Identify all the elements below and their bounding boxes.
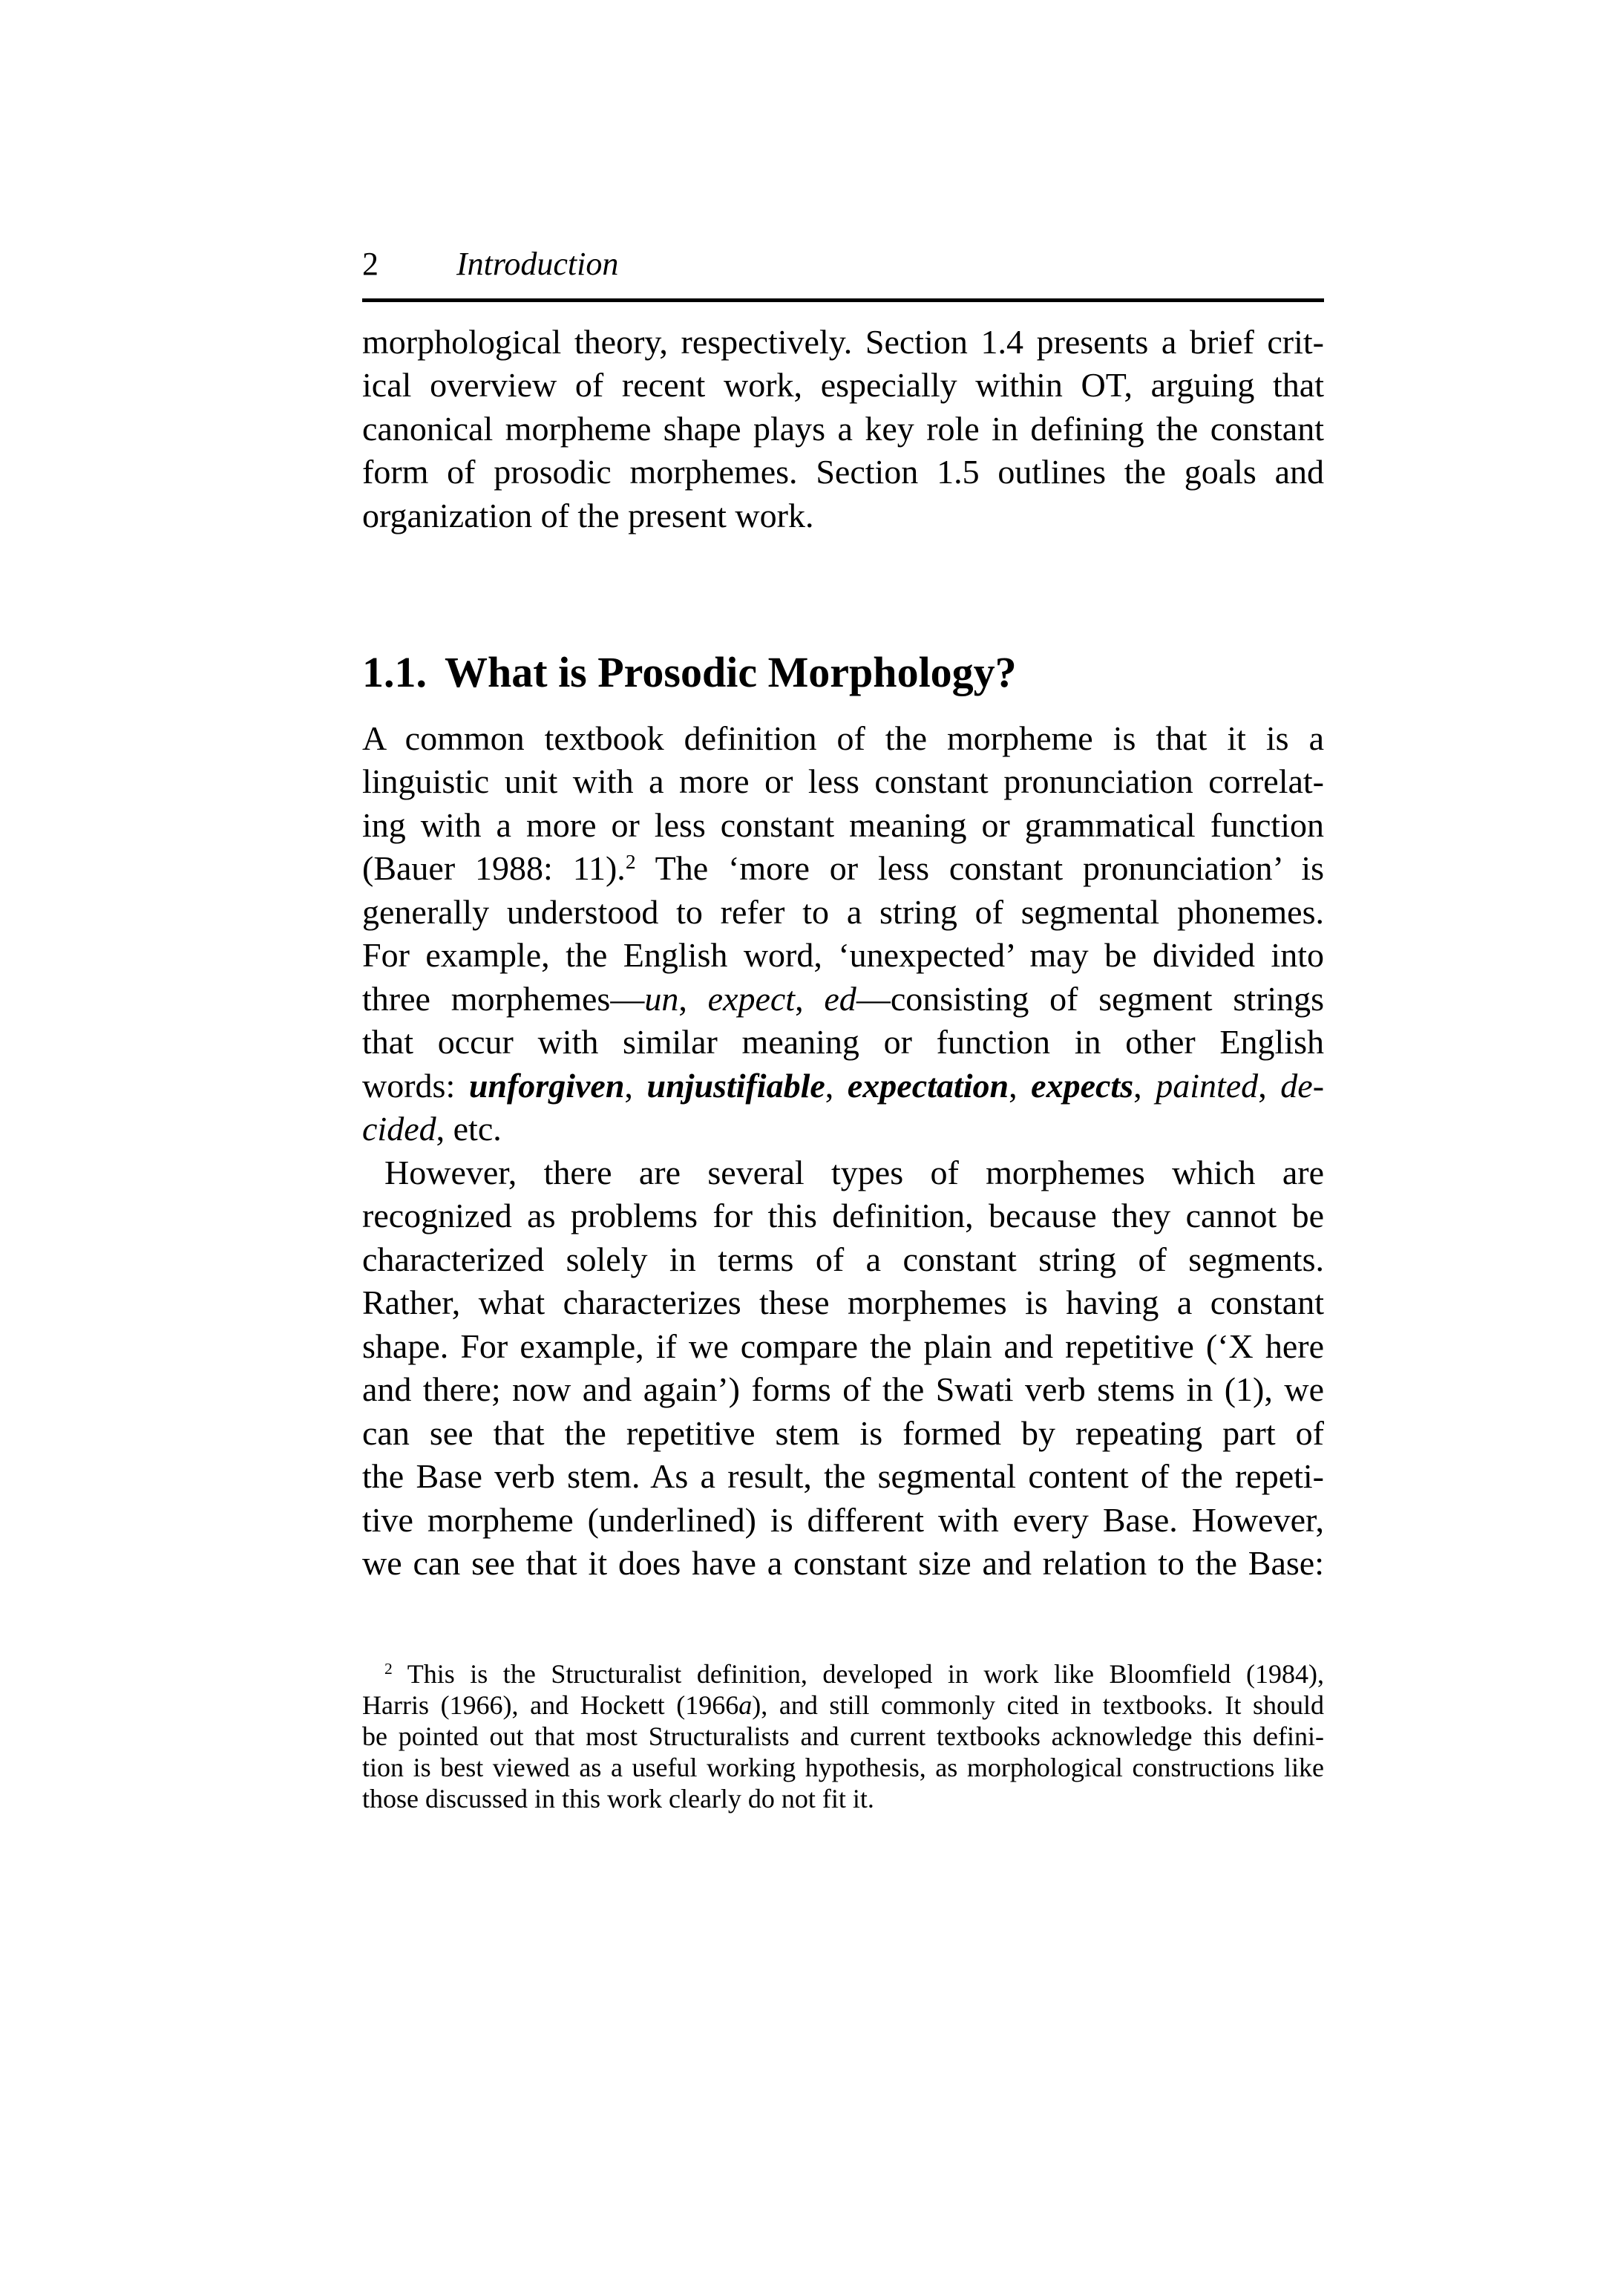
text-span: —consisting of segment strings <box>856 980 1325 1018</box>
footnote-ref[interactable]: 2 <box>625 849 636 873</box>
text-line: shape. For example, if we compare the plain and repetitive (‘X here <box>362 1327 1324 1365</box>
text-line: ical overview of recent work, especially within OT, arguing that <box>362 366 1324 404</box>
text-line: Rather, what characterizes these morphemes is having a constant <box>362 1283 1324 1321</box>
text-line: ing with a more or less constant meaning or grammatical function <box>362 806 1324 844</box>
text-span: Harris (1966), and Hockett ( <box>362 1690 686 1720</box>
footnote-line <box>362 1690 1324 1721</box>
example-word: painted <box>1156 1067 1259 1105</box>
footnote-line <box>362 1658 1324 1690</box>
example-word: de- <box>1280 1067 1325 1105</box>
text-span: ), and still commonly cited in textbooks. It should <box>752 1690 1324 1720</box>
text-line: can see that the repetitive stem is formed by repeating part of <box>362 1414 1324 1452</box>
text-span: three morphemes— <box>362 980 645 1018</box>
header-rule <box>362 298 1324 302</box>
text-span: , etc. <box>436 1110 502 1148</box>
text-line: linguistic unit with a more or less constant pronunciation correlat- <box>362 762 1324 800</box>
text-line <box>362 1108 1324 1151</box>
running-head <box>362 245 1324 290</box>
example-word: cided <box>362 1110 436 1148</box>
text-line: generally understood to refer to a string of segmental phonemes. <box>362 893 1324 931</box>
text-span: The ‘more or less constant pronunciation’ is <box>655 849 1325 887</box>
morpheme-un: un <box>644 980 679 1018</box>
text-line: words: unforgiven, unjustifiable, expectation, expects, painted, de- <box>362 1067 1325 1105</box>
section-heading <box>362 647 1017 697</box>
text-line: However, there are several types of morphemes which are <box>384 1154 1324 1191</box>
running-head-title: Introduction <box>456 246 619 282</box>
text-span: This is the Structuralist definition, developed in work like Bloomfield (1984), <box>407 1659 1324 1689</box>
text-line: recognized as problems for this definition, because they cannot be <box>362 1197 1324 1234</box>
text-line: A common textbook definition of the morpheme is that it is a <box>362 719 1324 757</box>
text-line: three morphemes—un, expect, ed—consisting of segment strings <box>362 980 1325 1018</box>
example-word: unjustifiable <box>646 1067 825 1105</box>
example-word: unforgiven <box>468 1067 625 1105</box>
section-number: 1.1. <box>362 648 427 696</box>
text-line: canonical morpheme shape plays a key role in defining the constant <box>362 410 1324 448</box>
text-line: For example, the English word, ‘unexpected’ may be divided into <box>362 936 1324 974</box>
page-number: 2 <box>362 246 379 282</box>
footnote-line: tion is best viewed as a useful working hypothesis, as morphological constructions like <box>362 1753 1324 1782</box>
text-line: the Base verb stem. As a result, the segmental content of the repeti- <box>362 1457 1324 1495</box>
text-line: and there; now and again’) forms of the Swati verb stems in (1), we <box>362 1370 1324 1408</box>
text-span: 1966 <box>685 1690 739 1720</box>
example-word: expects <box>1031 1067 1134 1105</box>
section-title: What is Prosodic Morphology? <box>445 648 1017 696</box>
footnote-line: those discussed in this work clearly do not fit it. <box>362 1784 874 1813</box>
text-line: tive morpheme (underlined) is different with every Base. However, <box>362 1501 1324 1539</box>
example-word: expectation <box>847 1067 1009 1105</box>
text-line <box>362 847 1324 890</box>
text-line: that occur with similar meaning or function in other English <box>362 1023 1324 1061</box>
text-line: characterized solely in terms of a constant string of segments. <box>362 1240 1324 1278</box>
morpheme-ed: ed <box>824 980 856 1018</box>
text-span: words: <box>362 1067 469 1105</box>
citation: (Bauer 1988: 11). <box>362 849 626 887</box>
morpheme-expect: expect <box>707 980 796 1018</box>
text-line: we can see that it does have a constant size and relation to the Base: <box>362 1544 1324 1582</box>
footnote-line: be pointed out that most Structuralists and current textbooks acknowledge this defini- <box>362 1721 1324 1751</box>
text-span: a <box>738 1690 753 1720</box>
footnote-marker: 2 <box>384 1660 393 1678</box>
text-line: morphological theory, respectively. Section 1.4 presents a brief crit- <box>362 323 1324 361</box>
text-line: form of prosodic morphemes. Section 1.5 outlines the goals and <box>362 453 1324 491</box>
text-line: organization of the present work. <box>362 497 814 534</box>
